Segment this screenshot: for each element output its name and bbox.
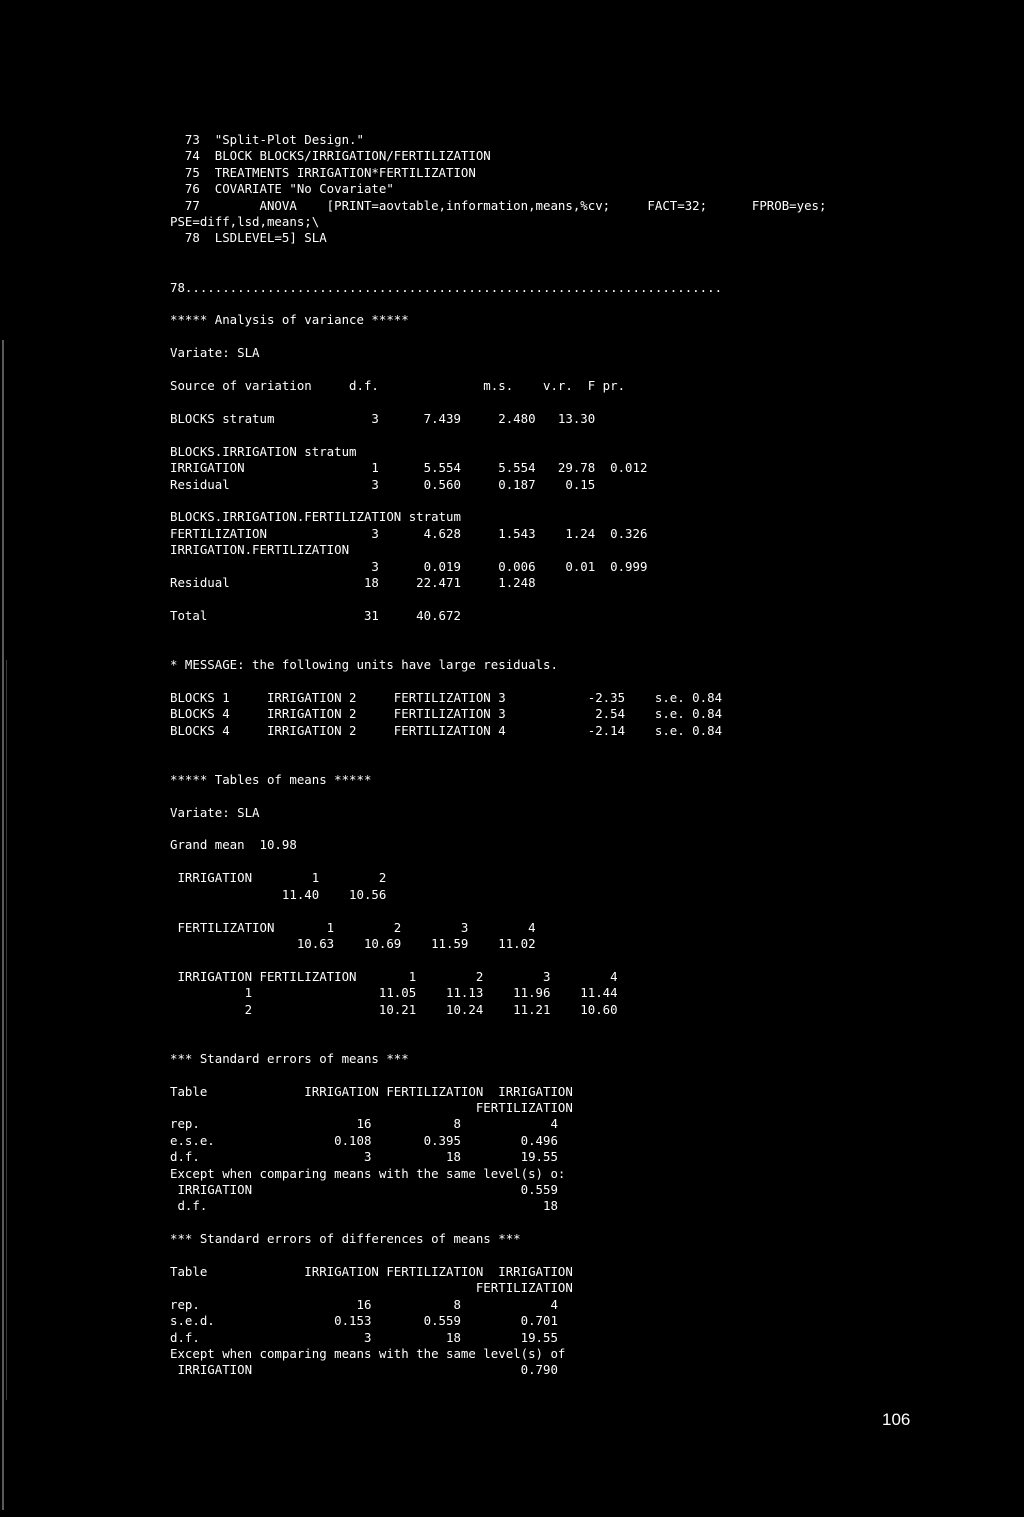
output-line: d.f. 3 18 19.55 [170, 1149, 558, 1165]
output-line: BLOCKS.IRRIGATION stratum [170, 443, 357, 459]
output-line: Grand mean 10.98 [170, 837, 297, 853]
output-line: IRRIGATION 1 5.554 5.554 29.78 0.012 [170, 460, 648, 476]
output-line: IRRIGATION 1 2 [170, 870, 387, 886]
output-line: 78 LSDLEVEL=5] SLA [170, 230, 327, 246]
output-line: 73 "Split-Plot Design." [170, 132, 364, 147]
scan-edge-mark [2, 340, 4, 1510]
output-line: 77 ANOVA [PRINT=aovtable,information,means,%cv; FACT=32; FPROB=yes; [170, 197, 827, 213]
output-line: 2 10.21 10.24 11.21 10.60 [170, 1001, 618, 1017]
output-line: d.f. 18 [170, 1198, 558, 1214]
output-line: 3 0.019 0.006 0.01 0.999 [170, 558, 648, 574]
output-line: IRRIGATION FERTILIZATION 1 2 3 4 [170, 968, 618, 984]
page-number: 106 [882, 1410, 911, 1429]
output-line: BLOCKS 4 IRRIGATION 2 FERTILIZATION 3 2.54 s.e. 0.84 [170, 706, 723, 722]
output-line: *** Standard errors of means *** [170, 1050, 409, 1066]
output-line: 78........................................................................ [170, 279, 723, 295]
output-line: BLOCKS stratum 3 7.439 2.480 13.30 [170, 410, 596, 426]
output-line: BLOCKS 4 IRRIGATION 2 FERTILIZATION 4 -2.14 s.e. 0.84 [170, 722, 723, 738]
output-line: ***** Analysis of variance ***** [170, 312, 409, 328]
output-line: ***** Tables of means ***** [170, 771, 372, 787]
output-line: e.s.e. 0.108 0.395 0.496 [170, 1132, 558, 1148]
output-line: Residual 3 0.560 0.187 0.15 [170, 476, 596, 492]
output-line: Variate: SLA [170, 345, 260, 361]
output-line: Residual 18 22.471 1.248 [170, 574, 536, 590]
output-line: s.e.d. 0.153 0.559 0.701 [170, 1313, 558, 1329]
output-line: Except when comparing means with the same level(s) o: [170, 1165, 566, 1181]
output-line: 11.40 10.56 [170, 886, 387, 902]
output-line: *** Standard errors of differences of means *** [170, 1231, 521, 1247]
output-line: d.f. 3 18 19.55 [170, 1329, 558, 1345]
scan-edge-mark-secondary [6, 660, 7, 1400]
output-line: IRRIGATION 0.790 [170, 1362, 558, 1378]
output-line: BLOCKS.IRRIGATION.FERTILIZATION stratum [170, 509, 461, 525]
output-line: FERTILIZATION [170, 1099, 573, 1115]
output-line: 74 BLOCK BLOCKS/IRRIGATION/FERTILIZATION [170, 148, 491, 164]
output-line: IRRIGATION.FERTILIZATION [170, 542, 350, 558]
output-line: * MESSAGE: the following units have large residuals. [170, 657, 558, 672]
output-line: FERTILIZATION [170, 1280, 573, 1296]
output-line: rep. 16 8 4 [170, 1296, 558, 1312]
output-line: rep. 16 8 4 [170, 1116, 558, 1132]
output-line: IRRIGATION 0.559 [170, 1182, 558, 1197]
output-line: 76 COVARIATE "No Covariate" [170, 181, 394, 197]
output-line: FERTILIZATION 3 4.628 1.543 1.24 0.326 [170, 525, 648, 541]
output-line: Total 31 40.672 [170, 607, 461, 623]
output-line: Table IRRIGATION FERTILIZATION IRRIGATION [170, 1083, 573, 1099]
output-line: 75 TREATMENTS IRRIGATION*FERTILIZATION [170, 164, 476, 180]
genstat-output-listing [170, 132, 826, 1379]
output-line: 10.63 10.69 11.59 11.02 [170, 935, 536, 951]
output-line: Table IRRIGATION FERTILIZATION IRRIGATION [170, 1264, 573, 1280]
output-line: PSE=diff,lsd,means;\ [170, 214, 320, 230]
output-line: BLOCKS 1 IRRIGATION 2 FERTILIZATION 3 -2.35 s.e. 0.84 [170, 689, 723, 705]
output-line: 1 11.05 11.13 11.96 11.44 [170, 985, 618, 1001]
output-line: FERTILIZATION 1 2 3 4 [170, 919, 536, 935]
output-line: Variate: SLA [170, 804, 260, 820]
output-line: Source of variation d.f. m.s. v.r. F pr. [170, 378, 626, 394]
output-line: Except when comparing means with the same level(s) of [170, 1346, 566, 1362]
